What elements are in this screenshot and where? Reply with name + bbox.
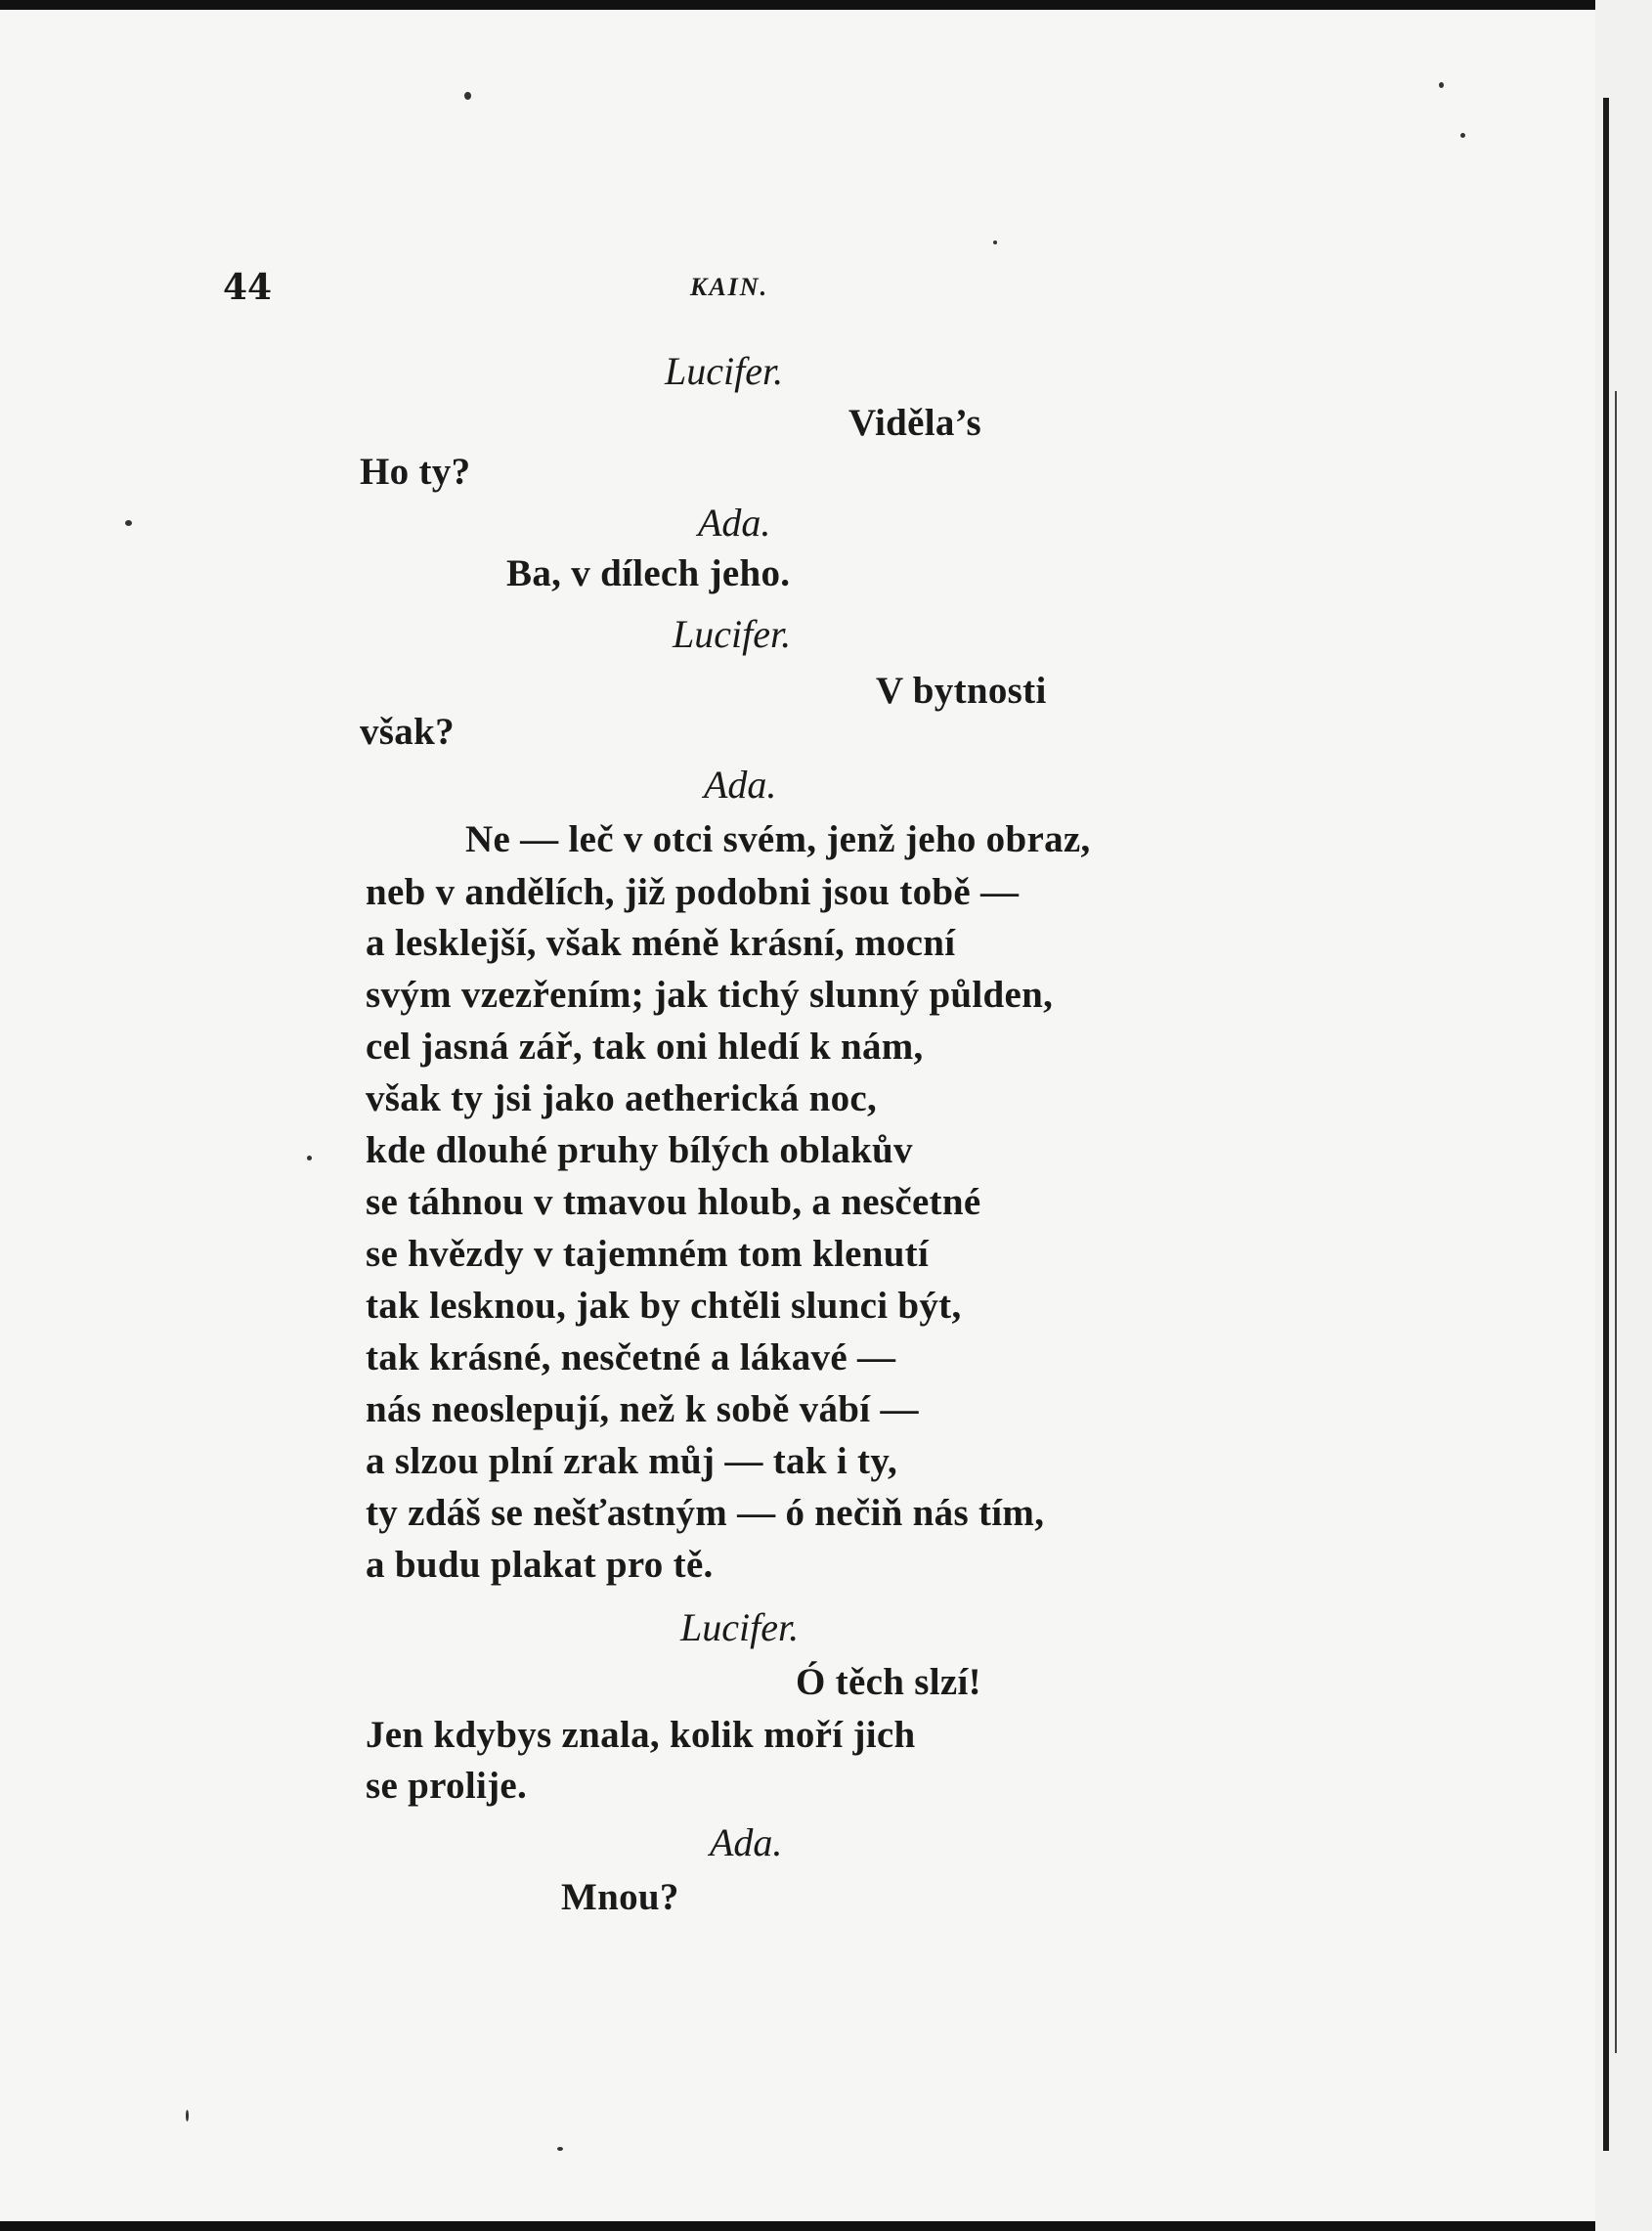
speaker-name: Lucifer. — [665, 349, 784, 393]
verse-line: však ty jsi jako aetherická noc, — [366, 1077, 878, 1119]
speaker-name: Lucifer. — [680, 1605, 800, 1649]
speaker-name: Lucifer. — [673, 612, 792, 656]
binding-edge — [1603, 98, 1609, 2151]
verse-line: ty zdáš se nešťastným — ó nečiň nás tím, — [366, 1492, 1045, 1534]
verse-line: Mnou? — [561, 1876, 679, 1918]
scan-speck — [993, 241, 997, 244]
verse-line: se prolije. — [366, 1765, 528, 1807]
scan-speck — [1460, 133, 1465, 138]
verse-line: a slzou plní zrak můj — tak i ty, — [366, 1440, 898, 1482]
verse-line: Ó těch slzí! — [796, 1661, 981, 1703]
verse-line: se táhnou v tmavou hloub, a nesčetné — [366, 1181, 981, 1223]
speaker-name: Ada. — [698, 501, 771, 545]
verse-line: a lesklejší, však méně krásní, mocní — [366, 922, 956, 964]
book-page — [0, 10, 1595, 2221]
scan-speck — [1439, 82, 1444, 88]
speaker-name: Ada. — [710, 1820, 783, 1864]
binding-edge-thin — [1615, 391, 1617, 2053]
page-header — [0, 259, 1595, 318]
verse-line: V bytnosti — [876, 670, 1047, 712]
verse-line: cel jasná zář, tak oni hledí k nám, — [366, 1026, 924, 1068]
verse-line: Ba, v dílech jeho. — [506, 552, 791, 594]
verse-line: tak krásné, nesčetné a lákavé — — [366, 1336, 896, 1378]
verse-line: neb v andělích, již podobni jsou tobě — — [366, 871, 1020, 913]
scan-speck — [464, 92, 471, 100]
scan-speck — [307, 1156, 312, 1160]
verse-line: se hvězdy v tajemném tom klenutí — [366, 1233, 930, 1275]
verse-line: Jen kdybys znala, kolik moří jich — [366, 1714, 916, 1756]
running-title: KAIN. — [690, 273, 769, 301]
page-number: 44 — [223, 267, 273, 308]
verse-line: však? — [360, 711, 455, 753]
scan-speck — [125, 520, 132, 526]
verse-line: a budu plakat pro tě. — [366, 1544, 714, 1586]
verse-line: Ho ty? — [360, 451, 471, 493]
verse-line: nás neoslepují, než k sobě vábí — — [366, 1388, 919, 1430]
scan-speck — [557, 2147, 563, 2151]
verse-line: Viděla’s — [848, 402, 982, 444]
verse-line: svým vzezřením; jak tichý slunný půlden, — [366, 974, 1054, 1016]
scan-speck — [186, 2110, 189, 2122]
speaker-name: Ada. — [704, 763, 777, 807]
verse-line: kde dlouhé pruhy bílých oblakův — [366, 1129, 913, 1171]
verse-line: tak lesknou, jak by chtěli slunci být, — [366, 1285, 962, 1327]
verse-line: Ne — leč v otci svém, jenž jeho obraz, — [465, 818, 1091, 860]
